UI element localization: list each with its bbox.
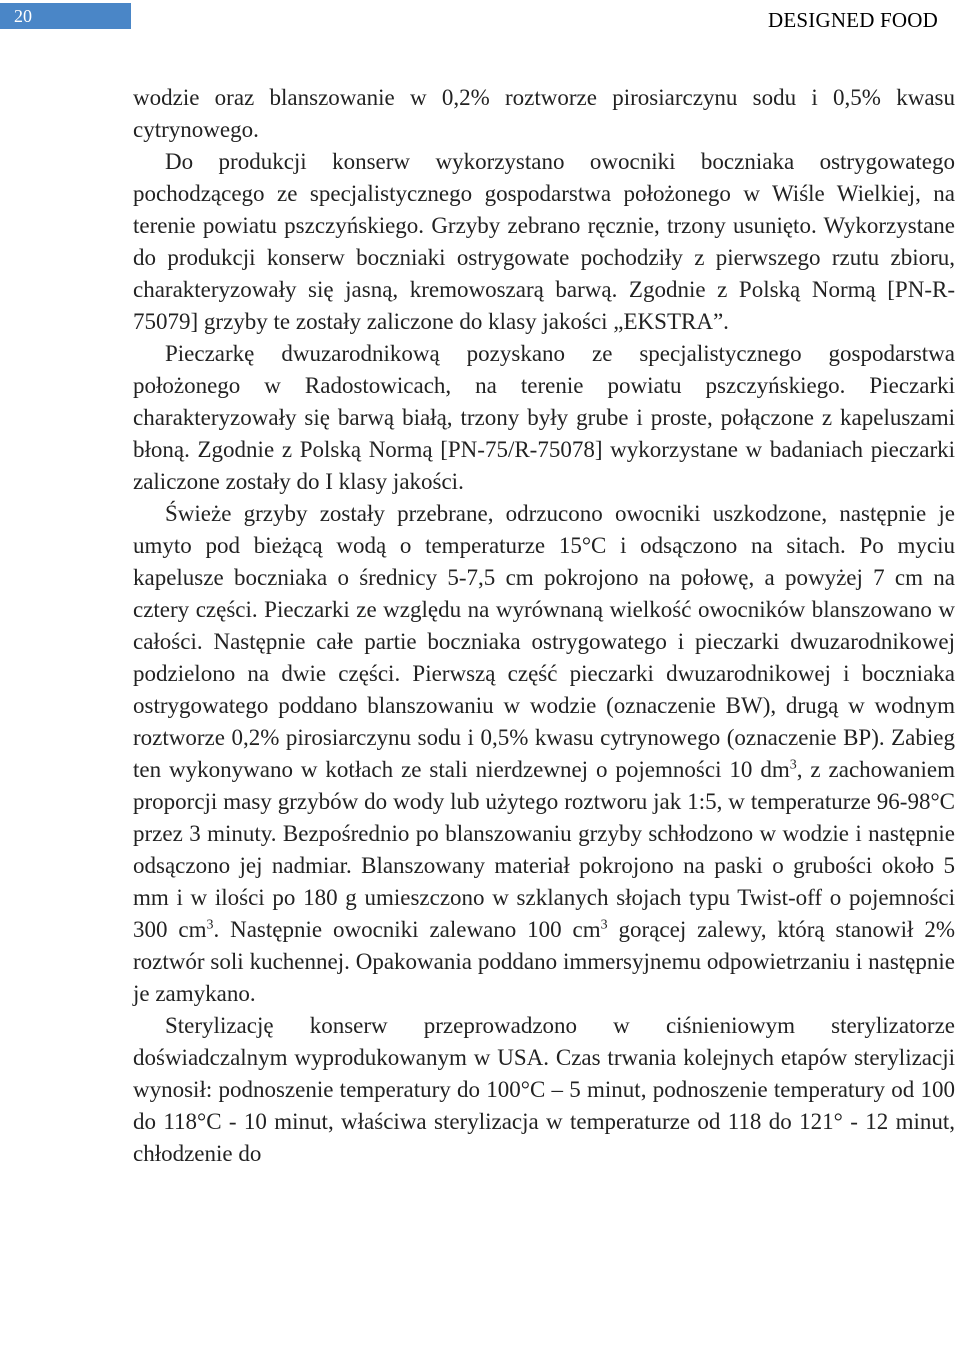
paragraph-sterilization: Sterylizację konserw przeprowadzono w ciśnieniowym sterylizatorze doświadczalnym wyprodukowanym w USA. Czas trwania kolejnych etapów sterylizacji wynosił: podnoszenie temperatury do 100°C – 5 minut, podnoszenie temperatury od 100 do 118°C - 10 minut, właściwa sterylizacja w temperaturze od 118 do 121° - 12 minut, chłodzenie do — [133, 1013, 955, 1166]
text-segment: Świeże grzyby zostały przebrane, odrzucono owocniki uszkodzone, następnie je umyto pod bieżącą wodą o temperaturze 15°C i odsączono na sitach. Po myciu kapelusze boczniaka o średnicy 5-7,5 cm pokrojono na połowę, a powyżej 7 cm na cztery części. Pieczarki ze względu na wyrównaną wielkość owocników blanszowano w całości. Następnie całe partie boczniaka ostrygowatego i pieczarki dwuzarodnikowej podzielono na dwie części. Pierwszą część pieczarki dwuzarodnikowej i boczniaka ostrygowatego poddano blanszowaniu w wodzie (oznaczenie BW), drugą w wodnym roztworze 0,2% pirosiarczynu sodu i 0,5% kwasu cytrynowego (oznaczenie BP). Zabieg ten wykonywano w kotłach ze stali nierdzewnej o pojemności 10 dm — [133, 501, 955, 782]
superscript: 3 — [600, 917, 608, 933]
superscript: 3 — [789, 757, 797, 773]
journal-name: DESIGNED FOOD — [767, 8, 938, 32]
paragraph-button-mushroom-source: Pieczarkę dwuzarodnikową pozyskano ze specjalistycznego gospodarstwa położonego w Radostowicach, na terenie powiatu pszczyńskiego. Pieczarki charakteryzowały się barwą białą, trzony były grube i proste, połączone z kapeluszami błoną. Zgodnie z Polską Normą [PN-75/R-75078] wykorzystane w badaniach pieczarki zaliczone zostały do I klasy jakości. — [133, 341, 955, 494]
paragraph-oyster-mushroom-source: Do produkcji konserw wykorzystano owocniki boczniaka ostrygowatego pochodzącego ze specjalistycznego gospodarstwa położonego w Wiśle Wielkiej, na terenie powiatu pszczyńskiego. Grzyby zebrano ręcznie, trzony usunięto. Wykorzystane do produkcji konserw boczniaki ostrygowate pochodziły z pierwszego rzutu zbioru, charakteryzowały się jasną, kremowoszarą barwą. Zgodnie z Polską Normą [PN-R-75079] grzyby te zostały zaliczone do klasy jakości „EKSTRA”. — [133, 149, 955, 334]
text-segment: , z zachowaniem proporcji masy grzybów do wody lub użytego roztworu jak 1:5, w temperaturze 96-98°C przez 3 minuty. Bezpośrednio po blanszowaniu grzyby schłodzono w wodzie i następnie odsączono jej nadmiar. Blanszowany materiał pokrojono na paski o grubości około 5 mm i w ilości po 180 g umieszczono w szklanych słojach typu Twist-off o pojemności 300 cm — [133, 757, 955, 942]
paragraph-processing-method — [133, 498, 955, 1010]
paragraph-continuation: wodzie oraz blanszowanie w 0,2% roztworze pirosiarczynu sodu i 0,5% kwasu cytrynowego. — [133, 85, 955, 142]
superscript: 3 — [206, 917, 214, 933]
text-segment: . Następnie owocniki zalewano 100 cm — [213, 917, 601, 942]
article-body — [133, 82, 955, 1170]
page-number-badge: 20 — [0, 3, 131, 29]
text-segment: gorącej zalewy, którą stanowił 2% roztwór soli kuchennej. Opakowania poddano immersyjnemu odpowietrzaniu i następnie je zamykano. — [133, 917, 955, 1006]
